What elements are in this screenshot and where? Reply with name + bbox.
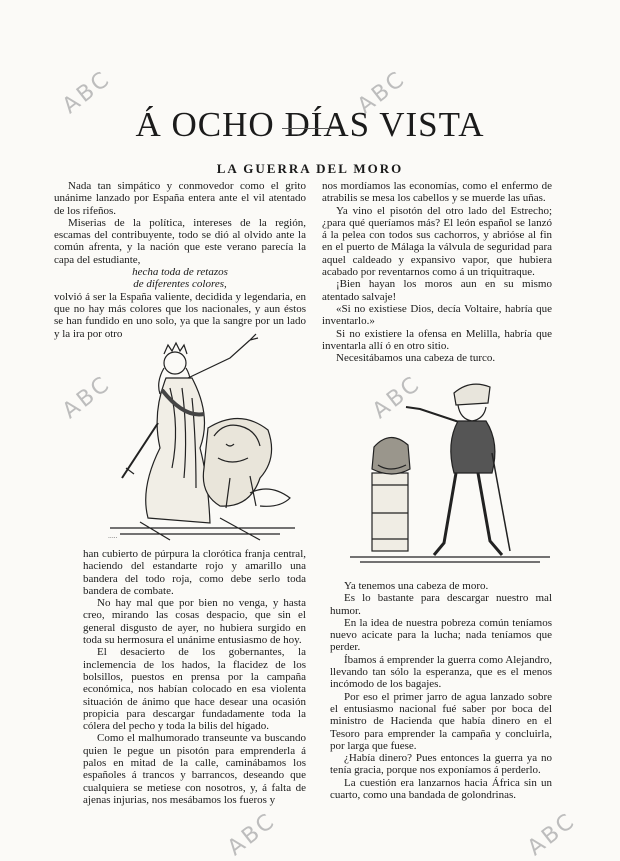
paragraph: Por eso el primer jarro de agua lanzado sobre el entusiasmo nacional fué saber por boca del ministro de Hacienda que había dinero en el Tesoro para emprender la campaña y concluirla, por larga que fuese. bbox=[330, 690, 552, 752]
paragraph: nos mordíamos las economías, como el enfermo de atrabilis se mesa los cabellos y se muerde las uñas. bbox=[322, 180, 552, 205]
watermark-abc: ABC bbox=[58, 65, 117, 120]
illustration-spain-lion bbox=[100, 318, 305, 544]
verse-line: de diferentes colores, bbox=[133, 278, 227, 291]
paragraph: Como el malhumorado transeunte va buscando quien le pegue un pisotón para emprenderla á palos en mitad de la calle, caminábamos los españoles á trancos y barrancos, deseando que cualquiera se metiese con nosotros, y, á falta de ajenas injurias, nos mesábamos los fueros y bbox=[83, 732, 306, 806]
paragraph: No hay mal que por bien no venga, y hasta creo, mirando las cosas despacio, que sin el general disgusto de ayer, no hubiera surgido en toda su hermosura el unánime entusiasmo de hoy. bbox=[83, 597, 306, 647]
left-column-top bbox=[54, 180, 306, 340]
watermark-abc: ABC bbox=[368, 370, 427, 425]
watermark-abc: ABC bbox=[223, 807, 282, 861]
title-divider bbox=[282, 128, 340, 129]
verse-line: hecha toda de retazos bbox=[132, 266, 228, 279]
paragraph: En la idea de nuestra pobreza común teníamos nuevo acicate para la lucha; nada teníamos que perder. bbox=[330, 616, 552, 654]
watermark-abc: ABC bbox=[353, 65, 412, 120]
section-heading: LA GUERRA DEL MORO bbox=[216, 160, 404, 176]
paragraph: volvió á ser la España valiente, decidida y legendaria, en que no hay más colores que los nacionales, y aun éstos se han fundido en uno solo, ya que la sangre por un lado y la ira por otro bbox=[54, 290, 306, 340]
watermark-abc: ABC bbox=[523, 807, 582, 861]
paragraph: Íbamos á emprender la guerra como Alejandro, llevando tan sólo la esperanza, que es el menos incómodo de los bagajes. bbox=[330, 653, 552, 691]
paragraph: «Si no existiese Dios, decía Voltaire, habría que inventarlo.» bbox=[322, 302, 552, 328]
paragraph: Si no existiere la ofensa en Melilla, habría que inventarla allí ó en otro sitio. bbox=[322, 327, 552, 352]
paragraph: Ya tenemos una cabeza de moro. bbox=[344, 580, 489, 592]
paragraph: La cuestión era lanzarnos hacia África sin un cuarto, como una bandada de golondrinas. bbox=[330, 776, 552, 802]
paragraph: Ya vino el pisotón del otro lado del Estrecho; ¿para qué queríamos más? El león español se lanzó á la pelea con todos sus cachorros, y abrióse al fin en el puerto de Málaga la válvula de seguridad para aquel caldeado y expansivo vapor, que hubiera acabado por reventarnos como á un triquitraque. bbox=[322, 204, 552, 279]
right-column-bottom bbox=[330, 580, 552, 801]
paragraph: ¡Bien hayan los moros aun en su mismo atentado salvaje! bbox=[322, 278, 552, 303]
paragraph: Nada tan simpático y conmovedor como el grito unánime lanzado por España entera ante el vil atentado de los rifeños. bbox=[54, 180, 306, 217]
left-column-bottom bbox=[83, 548, 306, 806]
paragraph: Necesitábamos una cabeza de turco. bbox=[336, 352, 496, 365]
paragraph: han cubierto de púrpura la clorótica franja central, haciendo del estandarte rojo y amarillo una bandera del todo roja, como debe serlo toda bandera de combate. bbox=[83, 548, 306, 597]
artist-signature: ····· bbox=[108, 535, 118, 542]
paragraph: Miserias de la política, intereses de la región, escamas del contribuyente, todo se dió al olvido ante la común afrenta, y la nación que este verano parecía la capa del estudiante, bbox=[54, 216, 306, 266]
watermark-abc: ABC bbox=[58, 370, 117, 425]
right-column-top bbox=[322, 180, 552, 364]
page-title: Á OCHO DÍAS VISTA bbox=[135, 105, 485, 145]
paragraph: Es lo bastante para descargar nuestro mal humor. bbox=[330, 592, 552, 617]
paragraph: El desacierto de los gobernantes, la inclemencia de los hados, la flacidez de los bolsillos, puestos en prensa por la campaña económica, nos habían colocado en esa violenta situación de ánimo que hace desear una ocasión propicia para descargar fundadamente toda la cólera del pecho y toda la bilis del hígado. bbox=[83, 646, 306, 733]
paragraph: ¿Había dinero? Pues entonces la guerra ya no tenía gracia, porque nos exponíamos á perderlo. bbox=[330, 752, 552, 777]
